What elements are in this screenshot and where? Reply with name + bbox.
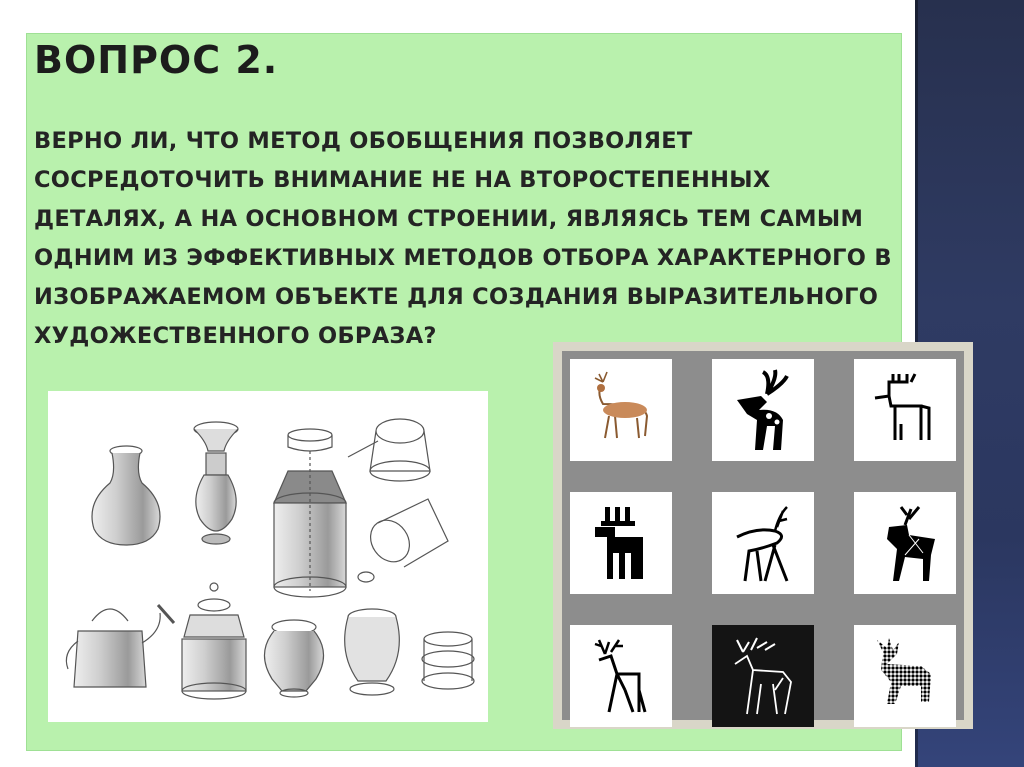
slide-title: ВОПРОС 2. xyxy=(34,38,279,82)
deer-line-stylized-tile xyxy=(854,359,956,461)
deer-outline-linear-icon xyxy=(575,630,667,722)
teapot-sketch xyxy=(66,609,160,687)
deer-spotted-silhouette-icon xyxy=(717,364,809,456)
deer-spotted-silhouette-tile xyxy=(712,359,814,461)
vase-sketch xyxy=(92,446,160,545)
deer-geometric-tile xyxy=(854,492,956,594)
cylinder-construction-sketch xyxy=(274,429,346,597)
sketches-illustration xyxy=(48,391,488,722)
jar-sketch xyxy=(158,583,246,699)
chalice-sketch xyxy=(194,422,238,544)
deer-line-stylized-icon xyxy=(859,364,951,456)
deer-realistic-tile xyxy=(570,359,672,461)
deer-outline-linear-tile xyxy=(570,625,672,727)
deer-halftone-tile xyxy=(854,625,956,727)
question-text: ВЕРНО ЛИ, ЧТО МЕТОД ОБОБЩЕНИЯ ПОЗВОЛЯЕТ СОСРЕДОТОЧИТЬ ВНИМАНИЕ НЕ НА ВТОРОСТЕПЕННЫХ ДЕТАЛЯХ, А НА ОСНОВНОМ СТРОЕНИИ, ЯВЛЯЯСЬ ТЕМ САМЫМ ОДНИМ ИЗ ЭФФЕКТИВНЫХ МЕТОДОВ ОТБОРА ХАРАКТЕРНОГО В ИЗОБРАЖАЕМОМ ОБЪЕКТЕ ДЛЯ СОЗДАНИЯ ВЫРАЗИТЕЛЬНОГО ХУДОЖЕСТВЕННОГО ОБРАЗА? xyxy=(34,128,892,349)
deer-geometric-icon xyxy=(859,497,951,589)
deer-curved-stylized-icon xyxy=(717,497,809,589)
construction-ellipses-sketch xyxy=(348,419,448,582)
deer-stylization-grid xyxy=(553,342,973,729)
deer-block-pixel-icon xyxy=(575,497,667,589)
deer-halftone-icon xyxy=(859,630,951,722)
deer-block-pixel-tile xyxy=(570,492,672,594)
stacked-ellipses-sketch xyxy=(422,632,474,689)
deer-white-on-black-tile xyxy=(712,625,814,727)
deer-realistic-icon xyxy=(575,364,667,456)
urn-sketch xyxy=(264,609,399,697)
deer-curved-stylized-tile xyxy=(712,492,814,594)
deer-white-on-black-icon xyxy=(717,630,809,722)
